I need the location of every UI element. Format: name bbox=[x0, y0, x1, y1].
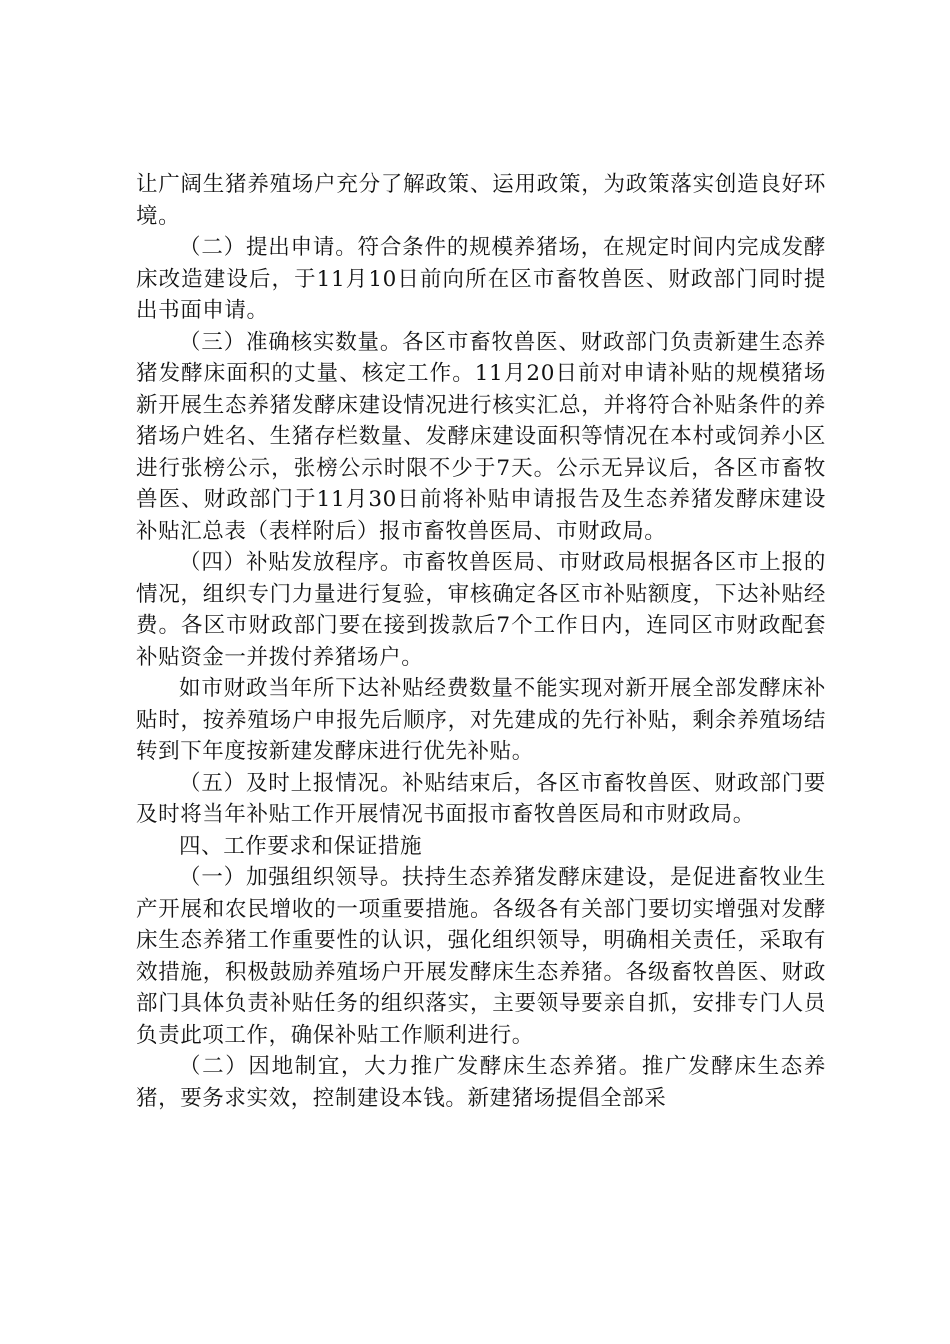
paragraph-submit-application: （二）提出申请。符合条件的规模养猪场，在规定时间内完成发酵床改造建设后，于11月10日前向所在区市畜牧兽医、财政部门同时提出书面申请。 bbox=[136, 235, 826, 323]
section-heading-requirements: 四、工作要求和保证措施 bbox=[179, 833, 423, 859]
paragraph-verify-quantity: （三）准确核实数量。各区市畜牧兽医、财政部门负责新建生态养猪发酵床面积的丈量、核定工作。11月20日前对申请补贴的规模猪场新开展生态养猪发酵床建设情况进行核实汇总，并将符合补贴条件的养猪场户姓名、生猪存栏数量、发酵床建设面积等情况在本村或饲养小区进行张榜公示，张榜公示时限不少于7天。公示无异议后，各区市畜牧兽医、财政部门于11月30日前将补贴申请报告及生态养猪发酵床建设补贴汇总表（表样附后）报市畜牧兽医局、市财政局。 bbox=[136, 329, 826, 544]
paragraph-subsidy-procedure: （四）补贴发放程序。市畜牧兽医局、市财政局根据各区市上报的情况，组织专门力量进行复验，审核确定各区市补贴额度，下达补贴经费。各区市财政部门要在接到拨款后7个工作日内，连同区市财政配套补贴资金一并拨付养猪场户。 bbox=[136, 550, 826, 670]
paragraph-funding-shortfall: 如市财政当年所下达补贴经费数量不能实现对新开展全部发酵床补贴时，按养殖场户申报先后顺序，对先建成的先行补贴，剩余养殖场结转到下年度按新建发酵床进行优先补贴。 bbox=[136, 676, 826, 764]
paragraph-strengthen-leadership: （一）加强组织领导。扶持生态养猪发酵床建设，是促进畜牧业生产开展和农民增收的一项重要措施。各级各有关部门要切实增强对发酵床生态养猪工作重要性的认识，强化组织领导，明确相关责任，采取有效措施，积极鼓励养殖场户开展发酵床生态养猪。各级畜牧兽医、财政部门具体负责补贴任务的组织落实，主要领导要亲自抓，安排专门人员负责此项工作，确保补贴工作顺利进行。 bbox=[136, 865, 826, 1048]
paragraph-report-status: （五）及时上报情况。补贴结束后，各区市畜牧兽医、财政部门要及时将当年补贴工作开展情况书面报市畜牧兽医局和市财政局。 bbox=[136, 770, 826, 827]
paragraph-continuation: 让广阔生猪养殖场户充分了解政策、运用政策，为政策落实创造良好环境。 bbox=[136, 172, 826, 229]
paragraph-promote-fermentation-bed: （二）因地制宜，大力推广发酵床生态养猪。推广发酵床生态养猪，要务求实效，控制建设本钱。新建猪场提倡全部采 bbox=[136, 1054, 826, 1111]
document-body bbox=[136, 169, 826, 1114]
